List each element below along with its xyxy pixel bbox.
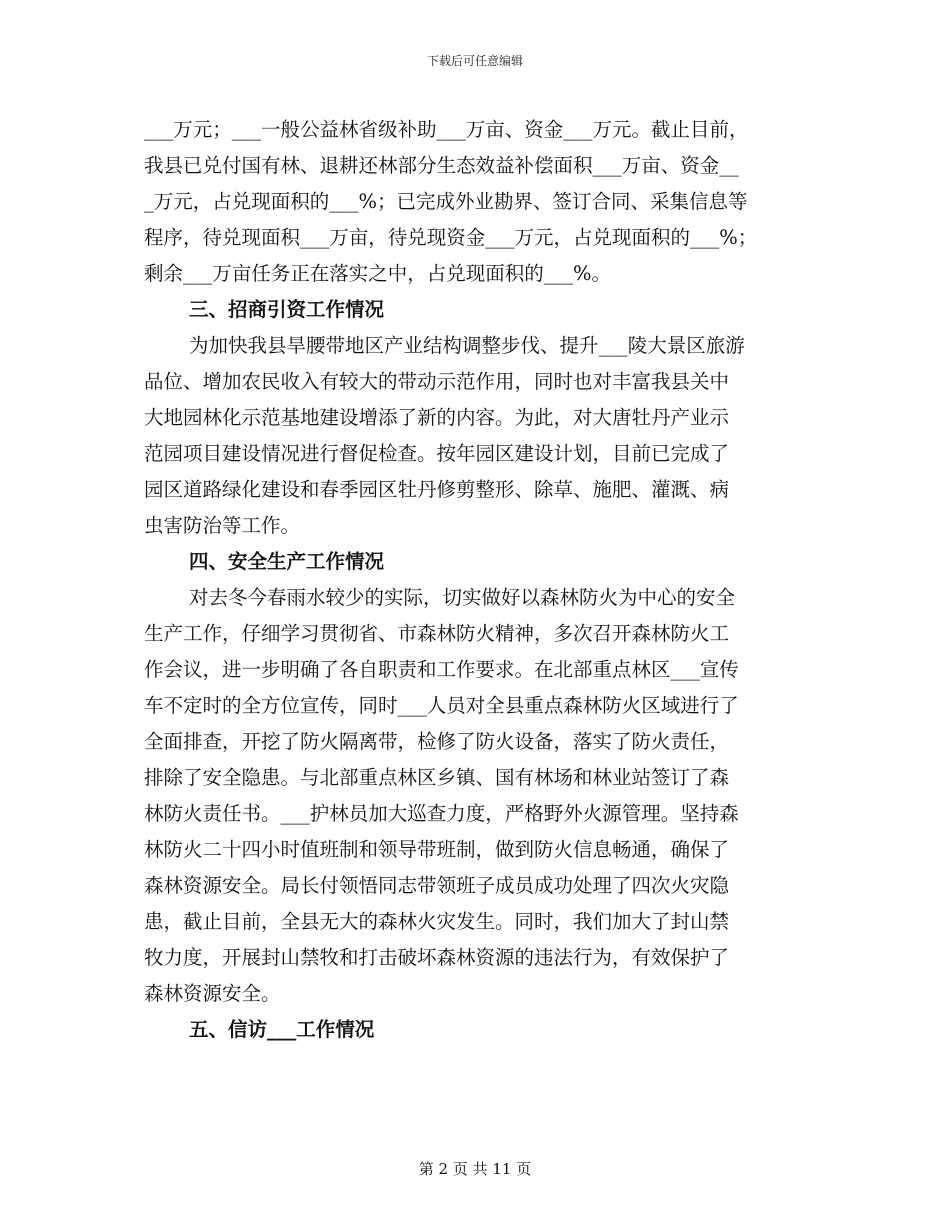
text-line: 森林资源安全。 (144, 982, 281, 1005)
text-line: 林防火责任书。___护林员加大巡查力度，严格野外火源管理。坚持森 (144, 802, 739, 825)
text-line: 品位、增加农民收入有较大的带动示范作用，同时也对丰富我县关中 (144, 370, 730, 393)
text-line: 患，截止目前，全县无大的森林火灾发生。同时，我们加大了封山禁 (144, 910, 730, 933)
text-line: 我县已兑付国有林、退耕还林部分生态效益补偿面积___万亩、资金__ (144, 154, 739, 177)
section-heading-investment: 三、招商引资工作情况 (189, 298, 385, 321)
text-line: 范园项目建设情况进行督促检查。按年园区建设计划，目前已完成了 (144, 442, 730, 465)
section-heading-safety: 四、安全生产工作情况 (189, 550, 385, 573)
text-line: 园区道路绿化建设和春季园区牡丹修剪整形、除草、施肥、灌溉、病 (144, 478, 730, 501)
text-line: 排除了安全隐患。与北部重点林区乡镇、国有林场和林业站签订了森 (144, 766, 730, 789)
text-line: 林防火二十四小时值班制和领导带班制，做到防火信息畅通，确保了 (144, 838, 730, 861)
paragraph-investment (144, 328, 806, 544)
text-line: 程序，待兑现面积___万亩，待兑现资金___万元，占兑现面积的___%； (144, 226, 758, 249)
text-line: 作会议，进一步明确了各自职责和工作要求。在北部重点林区___宣传 (144, 658, 739, 681)
text-line: 大地园林化示范基地建设增添了新的内容。为此，对大唐牡丹产业示 (144, 406, 730, 429)
text-line: 剩余___万亩任务正在落实之中，占兑现面积的___%。 (144, 262, 612, 285)
text-line: 牧力度，开展封山禁牧和打击破坏森林资源的违法行为，有效保护了 (144, 946, 730, 969)
text-line: 生产工作，仔细学习贯彻省、市森林防火精神，多次召开森林防火工 (144, 622, 730, 645)
document-body (144, 112, 806, 1048)
section-heading-petition: 五、信访___工作情况 (189, 1018, 375, 1041)
text-line: 对去冬今春雨水较少的实际，切实做好以森林防火为中心的安全 (189, 586, 736, 609)
text-line: ___万元；___一般公益林省级补助___万亩、资金___万元。截止目前， (144, 118, 749, 141)
page-number: 第 2 页 共 11 页 (418, 1160, 532, 1178)
text-line: _万元，占兑现面积的___%；已完成外业勘界、签订合同、采集信息等 (144, 190, 748, 213)
text-line: 车不定时的全方位宣传，同时___人员对全县重点森林防火区域进行了 (144, 694, 739, 717)
text-line: 虫害防治等工作。 (144, 514, 301, 537)
paragraph-subsidy (144, 112, 806, 292)
text-line: 森林资源安全。局长付领悟同志带领班子成员成功处理了四次火灾隐 (144, 874, 730, 897)
page-header: 下载后可任意编辑 (426, 54, 523, 68)
paragraph-safety (144, 580, 806, 1012)
text-line: 全面排查，开挖了防火隔离带，检修了防火设备，落实了防火责任， (144, 730, 730, 753)
text-line: 为加快我县旱腰带地区产业结构调整步伐、提升___陵大景区旅游 (189, 334, 745, 357)
